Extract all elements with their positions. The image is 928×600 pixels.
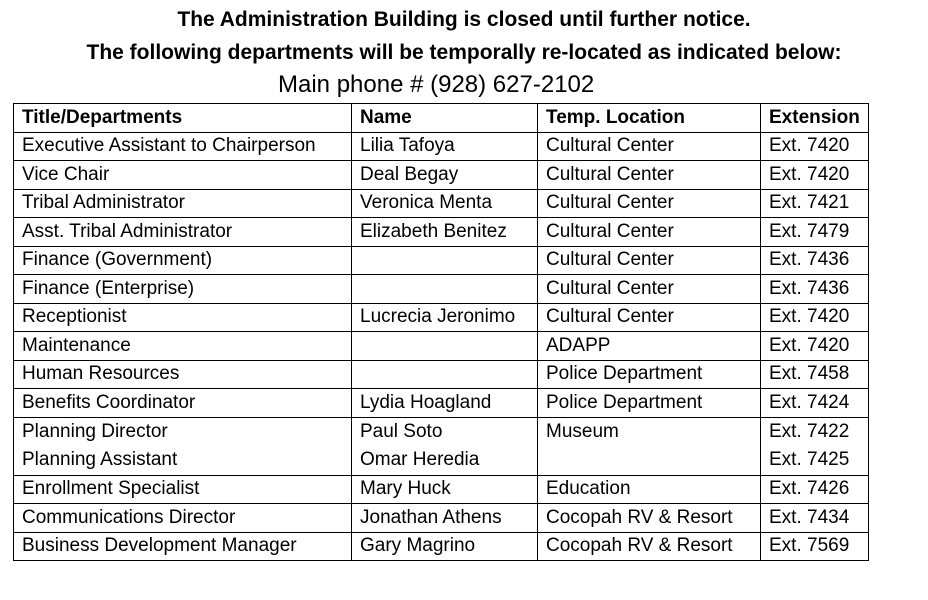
cell-title: Maintenance: [14, 332, 352, 361]
cell-title: Communications Director: [14, 504, 352, 533]
cell-location: Cultural Center: [538, 161, 761, 190]
table-row: [14, 246, 869, 275]
cell-title: Business Development Manager: [14, 532, 352, 561]
table-header-row: [14, 104, 869, 133]
cell-name: [352, 275, 538, 304]
cell-extension: Ext. 7421: [761, 189, 869, 218]
cell-extension: Ext. 7436: [761, 275, 869, 304]
table-row: [14, 332, 869, 361]
table-row: [14, 303, 869, 332]
table-row: [14, 475, 869, 504]
cell-title-line: Planning Assistant: [22, 449, 178, 470]
cell-name: Mary Huck: [352, 475, 538, 504]
cell-title: Enrollment Specialist: [14, 475, 352, 504]
closure-notice-heading: The Administration Building is closed until further notice.: [177, 8, 751, 31]
cell-title: Benefits Coordinator: [14, 389, 352, 418]
cell-extension: [761, 417, 869, 475]
cell-extension: Ext. 7420: [761, 132, 869, 161]
table-body: [14, 132, 869, 561]
cell-location: Cultural Center: [538, 218, 761, 247]
cell-name: [352, 360, 538, 389]
cell-name-line: Omar Heredia: [360, 449, 480, 470]
cell-name: Veronica Menta: [352, 189, 538, 218]
table-row: [14, 532, 869, 561]
cell-extension-line: Ext. 7425: [769, 449, 850, 470]
column-header-extension: Extension: [761, 104, 869, 133]
cell-extension: Ext. 7426: [761, 475, 869, 504]
cell-name: Lydia Hoagland: [352, 389, 538, 418]
cell-title: Tribal Administrator: [14, 189, 352, 218]
cell-extension: Ext. 7424: [761, 389, 869, 418]
cell-name: [352, 246, 538, 275]
cell-title: Executive Assistant to Chairperson: [14, 132, 352, 161]
main-phone-number: Main phone # (928) 627-2102: [278, 71, 595, 98]
cell-name: Gary Magrino: [352, 532, 538, 561]
cell-name: [352, 332, 538, 361]
cell-location: Police Department: [538, 360, 761, 389]
cell-extension: Ext. 7420: [761, 332, 869, 361]
cell-title: Asst. Tribal Administrator: [14, 218, 352, 247]
cell-location: Cultural Center: [538, 189, 761, 218]
cell-title: Finance (Enterprise): [14, 275, 352, 304]
table-row: [14, 417, 869, 475]
cell-location: Cocopah RV & Resort: [538, 504, 761, 533]
table-row: [14, 132, 869, 161]
cell-location: Cultural Center: [538, 303, 761, 332]
cell-extension-line: Ext. 7422: [769, 420, 850, 442]
column-header-title: Title/Departments: [14, 104, 352, 133]
cell-name: Jonathan Athens: [352, 504, 538, 533]
cell-location-line: [546, 446, 752, 475]
department-relocation-table: [13, 103, 869, 561]
table-row: [14, 218, 869, 247]
cell-title: Human Resources: [14, 360, 352, 389]
cell-title: Vice Chair: [14, 161, 352, 190]
cell-extension: Ext. 7434: [761, 504, 869, 533]
cell-title: [14, 417, 352, 475]
cell-title: Finance (Government): [14, 246, 352, 275]
table-row: [14, 161, 869, 190]
cell-name: [352, 417, 538, 475]
cell-extension: Ext. 7436: [761, 246, 869, 275]
column-header-name: Name: [352, 104, 538, 133]
column-header-location: Temp. Location: [538, 104, 761, 133]
cell-location: Cultural Center: [538, 246, 761, 275]
cell-extension: Ext. 7479: [761, 218, 869, 247]
cell-location: Education: [538, 475, 761, 504]
cell-location: Cultural Center: [538, 275, 761, 304]
cell-name: Lucrecia Jeronimo: [352, 303, 538, 332]
table-row: [14, 360, 869, 389]
cell-location: Cocopah RV & Resort: [538, 532, 761, 561]
table-row: [14, 504, 869, 533]
cell-name-line: Paul Soto: [360, 420, 443, 442]
cell-location: Cultural Center: [538, 132, 761, 161]
table-row: [14, 189, 869, 218]
cell-location: ADAPP: [538, 332, 761, 361]
cell-name: Deal Begay: [352, 161, 538, 190]
table-row: [14, 275, 869, 304]
table-row: [14, 389, 869, 418]
cell-name: Lilia Tafoya: [352, 132, 538, 161]
cell-location: [538, 417, 761, 475]
cell-extension: Ext. 7420: [761, 303, 869, 332]
cell-extension: Ext. 7569: [761, 532, 869, 561]
relocation-notice-heading: The following departments will be temporally re-located as indicated below:: [86, 41, 842, 64]
cell-location-line: Museum: [546, 420, 619, 442]
cell-extension: Ext. 7420: [761, 161, 869, 190]
cell-name: Elizabeth Benitez: [352, 218, 538, 247]
cell-title-line: Planning Director: [22, 420, 168, 442]
cell-location: Police Department: [538, 389, 761, 418]
cell-extension: Ext. 7458: [761, 360, 869, 389]
cell-title: Receptionist: [14, 303, 352, 332]
